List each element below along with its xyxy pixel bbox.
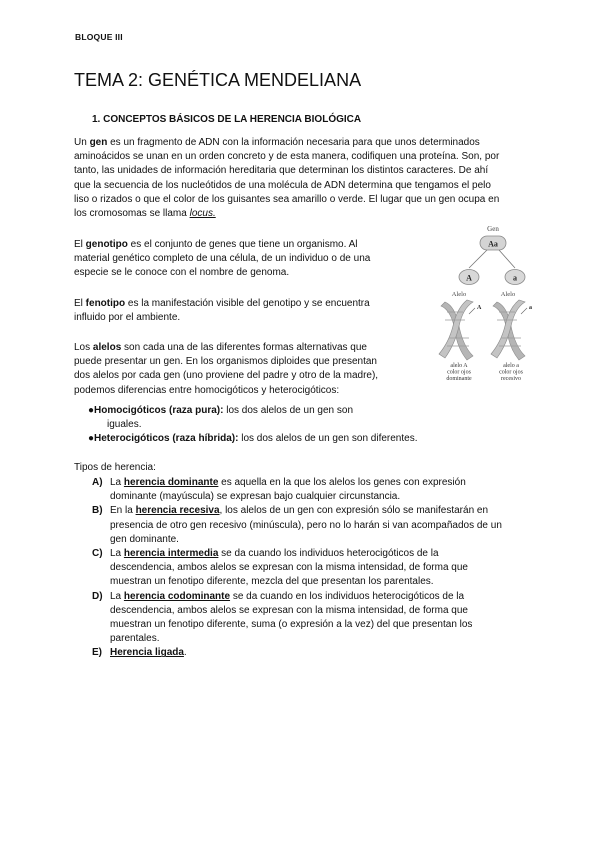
term-herencia-dominante: herencia dominante bbox=[123, 477, 219, 488]
figure-allele-A: A bbox=[466, 273, 472, 283]
figure-allele-a: a bbox=[513, 273, 517, 283]
figure-genotype-label: Aa bbox=[488, 239, 498, 249]
term-locus: locus. bbox=[189, 208, 216, 220]
figure-caption-right-1: alelo a bbox=[503, 363, 519, 369]
figure-chrom-A: A bbox=[477, 305, 482, 311]
list-item: C) La herencia intermedia se da cuando los individuos heterocigóticos de la descendencia, ambos alelos se expresan con la misma intensidad, de forma que muestran un fenotipo diferente, mezcla del que presentan los parentales. bbox=[92, 548, 468, 588]
figure-alelo-left: Alelo bbox=[451, 291, 467, 298]
figure-caption-left-1: alelo A bbox=[450, 363, 468, 369]
term-alelos: alelos bbox=[92, 342, 122, 353]
branch-line-right bbox=[499, 250, 515, 268]
gene-allele-figure bbox=[411, 222, 536, 382]
list-item: A) La herencia dominante es aquella en la que los alelos los genes con expresión dominante (mayúscula) se expresan bajo cualquier circunstancia. bbox=[92, 477, 466, 503]
figure-alelo-right: Alelo bbox=[500, 291, 516, 298]
figure-caption-right-3: recesivo bbox=[501, 376, 521, 382]
list-item: ●Heterocigóticos (raza híbrida): los dos alelos de un gen son diferentes. bbox=[88, 433, 418, 444]
locus-pointer-left bbox=[469, 308, 475, 314]
list-item: D) La herencia codominante se da cuando en los individuos heterocigóticos de la descendencia, ambos alelos se expresan con la misma intensidad, de forma que muestran un fenotipo diferente, suma (o expresión a la vez) del que presentan los parentales. bbox=[92, 590, 473, 645]
section-heading: 1. CONCEPTOS BÁSICOS DE LA HERENCIA BIOLÓGICA bbox=[92, 114, 362, 125]
list-item: B) En la herencia recesiva, los alelos de un gen con expresión sólo se manifestarán en presencia de otro gen recesivo (minúscula), pero no lo harán si van acompañados de un gen dominante. bbox=[92, 505, 502, 545]
list-item: E) Herencia ligada. bbox=[92, 647, 187, 659]
alelos-paragraph: Los alelos son cada una de las diferentes formas alternativas que puede presentar un gen. En los organismos diploides que presentan dos alelos por cada gen (uno proviene del padre y otro de la madre), podemos diferencias entre homocigóticos y heterocigóticos: bbox=[74, 342, 379, 396]
genotipo-paragraph: El genotipo es el conjunto de genes que tiene un organismo. Al material genético completo de una célula, de un individuo o de una especie se le conoce con el nombre de genoma. bbox=[74, 239, 371, 279]
term-fenotipo: fenotipo bbox=[85, 298, 126, 309]
branch-line-left bbox=[469, 250, 487, 268]
allele-types-list bbox=[88, 404, 417, 446]
figure-caption-left-2: color ojos bbox=[447, 369, 471, 376]
gen-paragraph: Un gen es un fragmento de ADN con la información necesaria para que unos determinados aminoácidos se unan en un orden concreto y de esta manera, codifiquen una proteína. Son, por tanto, las unidades de información hereditaria que determinan los distintos caracteres. De ahí que la secuencia de los nucleótidos de una molécula de ADN determina que tengamos el pelo liso o rizados o que el color de los guisantes sea amarillo o verde. El lugar que un gen ocupa en los cromosomas se llama locus. bbox=[74, 137, 500, 220]
figure-chrom-a: a bbox=[529, 305, 532, 311]
term-herencia-intermedia: herencia intermedia bbox=[123, 548, 219, 560]
term-genotipo: genotipo bbox=[85, 239, 128, 250]
tipos-label: Tipos de herencia: bbox=[74, 462, 156, 473]
locus-pointer-right bbox=[521, 308, 527, 314]
term-herencia-recesiva: herencia recesiva bbox=[135, 505, 220, 517]
term-gen: gen bbox=[89, 137, 108, 148]
chromosome-right bbox=[491, 300, 525, 360]
figure-caption-left-3: dominante bbox=[446, 376, 472, 382]
figure-caption-right-2: color ojos bbox=[499, 369, 523, 376]
term-herencia-codominante: herencia codominante bbox=[123, 590, 231, 602]
bullet-icon: ● bbox=[88, 433, 95, 444]
fenotipo-paragraph: El fenotipo es la manifestación visible del genotipo y se encuentra influido por el ambiente. bbox=[74, 298, 370, 324]
chromosome-left bbox=[439, 300, 473, 360]
page-header: BLOQUE III bbox=[75, 32, 123, 42]
bullet-icon: ● bbox=[88, 405, 95, 416]
list-item: ●Homocigóticos (raza pura): los dos alelos de un gen son iguales. bbox=[88, 405, 354, 430]
inheritance-types-list bbox=[92, 476, 552, 661]
term-herencia-ligada: Herencia ligada bbox=[110, 647, 184, 659]
page-title: TEMA 2: GENÉTICA MENDELIANA bbox=[74, 70, 362, 90]
figure-gen-label: Gen bbox=[487, 225, 499, 233]
